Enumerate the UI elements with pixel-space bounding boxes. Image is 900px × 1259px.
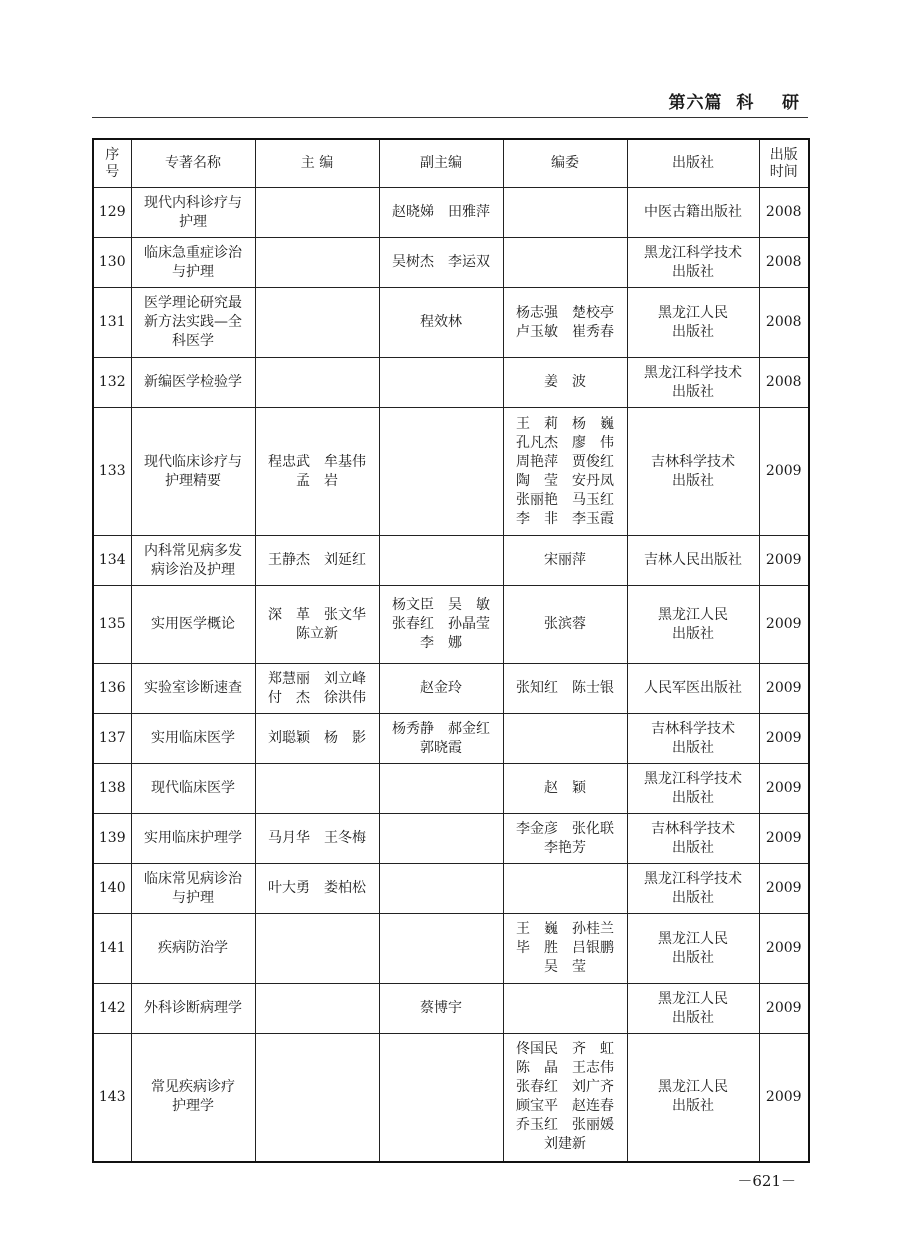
cell-editorial-board: [503, 358, 627, 408]
cell-editorial-board: [503, 586, 627, 664]
cell-deputy-editor: [379, 714, 503, 764]
cell-line: 张滨蓉: [544, 616, 586, 632]
cell-line: 卢玉敏 崔秀春: [516, 323, 614, 340]
cell-line: 病诊治及护理: [151, 561, 235, 578]
cell-deputy-editor: [379, 764, 503, 814]
cell-chief-editor: [255, 814, 379, 864]
cell-line: 黑龙江人民: [658, 1079, 728, 1096]
col-header-editorial-board: 编委: [503, 139, 627, 188]
cell-num: 140: [93, 864, 131, 914]
cell-chief-editor: [255, 238, 379, 288]
cell-year: 2008: [759, 358, 809, 408]
cell-line: 张春红 刘广齐: [516, 1079, 614, 1096]
cell-line: 杨秀静 郝金红: [392, 720, 490, 737]
cell-line: 临床急重症诊治: [144, 244, 242, 261]
cell-line: 赵 颖: [544, 780, 586, 796]
table-row: [93, 664, 809, 714]
cell-chief-editor: [255, 864, 379, 914]
cell-publisher: [627, 764, 759, 814]
cell-line: 黑龙江人民: [658, 990, 728, 1007]
cell-publisher: [627, 358, 759, 408]
table-row: [93, 764, 809, 814]
cell-line: 吴树杰 李运双: [392, 254, 490, 270]
cell-line: 黑龙江人民: [658, 930, 728, 947]
cell-num: 131: [93, 288, 131, 358]
cell-num: 138: [93, 764, 131, 814]
cell-year: 2009: [759, 864, 809, 914]
table-row: [93, 408, 809, 536]
cell-year: 2009: [759, 408, 809, 536]
table-row: [93, 536, 809, 586]
cell-line: 付 杰 徐洪伟: [268, 689, 366, 706]
cell-line: 现代临床诊疗与: [144, 453, 242, 470]
cell-line: 医学理论研究最: [144, 295, 242, 311]
table-row: [93, 358, 809, 408]
cell-chief-editor: [255, 188, 379, 238]
cell-chief-editor: [255, 408, 379, 536]
cell-line: 黑龙江科学技术: [644, 770, 742, 787]
cell-line: 出版社: [672, 949, 714, 966]
cell-chief-editor: [255, 764, 379, 814]
table-row: [93, 814, 809, 864]
cell-num: 135: [93, 586, 131, 664]
cell-year: 2009: [759, 714, 809, 764]
cell-line: 赵金玲: [420, 680, 462, 696]
section-title: 第六篇 科 研: [668, 93, 800, 113]
cell-line: 王 莉 杨 巍: [516, 415, 614, 432]
cell-num: 142: [93, 984, 131, 1034]
cell-line: 顾宝平 赵连春: [516, 1098, 614, 1115]
cell-editorial-board: [503, 814, 627, 864]
cell-deputy-editor: [379, 288, 503, 358]
cell-line: 张知红 陈士银: [516, 680, 614, 696]
cell-num: 139: [93, 814, 131, 864]
cell-num: 129: [93, 188, 131, 238]
cell-num: 133: [93, 408, 131, 536]
cell-year: 2008: [759, 238, 809, 288]
cell-line: 程效林: [420, 314, 462, 330]
cell-deputy-editor: [379, 984, 503, 1034]
cell-line: 孔凡杰 廖 伟: [516, 434, 614, 451]
cell-num: 136: [93, 664, 131, 714]
cell-title: [131, 764, 255, 814]
cell-chief-editor: [255, 536, 379, 586]
table-header-row: [93, 139, 809, 188]
cell-editorial-board: [503, 1034, 627, 1162]
cell-line: 吉林科学技术: [651, 453, 735, 470]
cell-publisher: [627, 408, 759, 536]
monograph-table: [92, 138, 810, 1163]
col-header-num: 序 号: [93, 139, 131, 188]
cell-line: 刘聪颖 杨 影: [268, 730, 366, 746]
cell-line: 吴 莹: [544, 959, 586, 975]
cell-title: [131, 1034, 255, 1162]
cell-title: [131, 814, 255, 864]
table-row: [93, 288, 809, 358]
cell-line: 王 巍 孙桂兰: [516, 921, 614, 937]
table-row: [93, 238, 809, 288]
cell-line: 出版社: [672, 889, 714, 906]
cell-line: 出版社: [672, 1098, 714, 1115]
col-header-deputy-editor: 副主编: [379, 139, 503, 188]
cell-publisher: [627, 188, 759, 238]
cell-editorial-board: [503, 408, 627, 536]
cell-line: 护理精要: [165, 472, 221, 489]
cell-line: 郑慧丽 刘立峰: [268, 670, 366, 687]
table-row: [93, 864, 809, 914]
cell-publisher: [627, 984, 759, 1034]
cell-num: 137: [93, 714, 131, 764]
cell-line: 姜 波: [544, 374, 586, 390]
cell-line: 现代内科诊疗与: [144, 194, 242, 211]
cell-line: 王静杰 刘延红: [268, 552, 366, 568]
cell-line: 黑龙江人民: [658, 304, 728, 321]
cell-num: 130: [93, 238, 131, 288]
cell-deputy-editor: [379, 408, 503, 536]
cell-title: [131, 864, 255, 914]
cell-line: 蔡博宇: [420, 1000, 462, 1016]
cell-title: [131, 288, 255, 358]
cell-line: 实用临床医学: [151, 730, 235, 746]
cell-chief-editor: [255, 586, 379, 664]
cell-chief-editor: [255, 984, 379, 1034]
col-header-publisher: 出版社: [627, 139, 759, 188]
cell-line: 护理: [179, 213, 207, 230]
cell-chief-editor: [255, 664, 379, 714]
cell-title: [131, 238, 255, 288]
cell-line: 新方法实践—全: [144, 314, 242, 330]
cell-line: 内科常见病多发: [144, 542, 242, 559]
cell-deputy-editor: [379, 914, 503, 984]
cell-editorial-board: [503, 536, 627, 586]
cell-line: 常见疾病诊疗: [151, 1079, 235, 1096]
cell-line: 出版社: [672, 383, 714, 400]
cell-title: [131, 408, 255, 536]
cell-title: [131, 664, 255, 714]
cell-publisher: [627, 238, 759, 288]
cell-editorial-board: [503, 288, 627, 358]
cell-line: 疾病防治学: [158, 940, 228, 956]
cell-editorial-board: [503, 714, 627, 764]
cell-line: 中医古籍出版社: [644, 204, 742, 220]
cell-line: 出版社: [672, 789, 714, 806]
cell-line: 出版社: [672, 323, 714, 340]
cell-title: [131, 586, 255, 664]
cell-num: 141: [93, 914, 131, 984]
cell-line: 实用医学概论: [151, 616, 235, 632]
cell-line: 孟 岩: [296, 472, 338, 489]
cell-title: [131, 914, 255, 984]
cell-line: 佟国民 齐 虹: [516, 1041, 614, 1058]
cell-line: 叶大勇 娄柏松: [268, 880, 366, 896]
cell-editorial-board: [503, 914, 627, 984]
cell-chief-editor: [255, 358, 379, 408]
cell-num: 134: [93, 536, 131, 586]
cell-line: 陈 晶 王志伟: [516, 1060, 614, 1077]
cell-deputy-editor: [379, 536, 503, 586]
cell-line: 李艳芳: [544, 839, 586, 856]
cell-title: [131, 536, 255, 586]
cell-year: 2009: [759, 536, 809, 586]
cell-year: 2009: [759, 814, 809, 864]
cell-line: 陈立新: [296, 625, 338, 642]
cell-year: 2008: [759, 188, 809, 238]
cell-line: 出版社: [672, 739, 714, 756]
cell-line: 杨志强 楚校亭: [516, 304, 614, 321]
table-row: [93, 984, 809, 1034]
cell-line: 人民军医出版社: [644, 680, 742, 696]
cell-line: 外科诊断病理学: [144, 1000, 242, 1016]
cell-line: 护理学: [172, 1098, 214, 1115]
cell-year: 2008: [759, 288, 809, 358]
cell-chief-editor: [255, 914, 379, 984]
cell-line: 新编医学检验学: [144, 374, 242, 390]
cell-line: 乔玉红 张丽媛: [516, 1117, 614, 1134]
cell-publisher: [627, 536, 759, 586]
cell-line: 陶 莹 安丹凤: [516, 472, 614, 489]
cell-publisher: [627, 714, 759, 764]
cell-line: 与护理: [172, 889, 214, 906]
cell-year: 2009: [759, 914, 809, 984]
cell-line: 与护理: [172, 263, 214, 280]
cell-deputy-editor: [379, 1034, 503, 1162]
header-rule: [92, 117, 808, 118]
cell-line: 出版社: [672, 625, 714, 642]
cell-year: 2009: [759, 664, 809, 714]
cell-line: 毕 胜 吕银鹏: [516, 940, 614, 956]
cell-chief-editor: [255, 714, 379, 764]
cell-year: 2009: [759, 586, 809, 664]
cell-line: 程忠武 牟基伟: [268, 453, 366, 470]
cell-line: 李 非 李玉霞: [516, 510, 614, 527]
cell-line: 出版社: [672, 472, 714, 489]
cell-line: 黑龙江人民: [658, 606, 728, 623]
cell-deputy-editor: [379, 864, 503, 914]
cell-line: 黑龙江科学技术: [644, 244, 742, 261]
col-header-year: 出版 时间: [759, 139, 809, 188]
col-header-chief-editor: 主 编: [255, 139, 379, 188]
cell-line: 吉林人民出版社: [644, 552, 742, 568]
cell-editorial-board: [503, 764, 627, 814]
cell-publisher: [627, 914, 759, 984]
cell-line: 实用临床护理学: [144, 830, 242, 846]
page-number: －621－: [737, 1172, 796, 1190]
cell-chief-editor: [255, 1034, 379, 1162]
cell-line: 马月华 王冬梅: [268, 830, 366, 846]
cell-line: 出版社: [672, 839, 714, 856]
table-row: [93, 714, 809, 764]
cell-line: 郭晓霞: [420, 739, 462, 756]
cell-deputy-editor: [379, 814, 503, 864]
cell-publisher: [627, 586, 759, 664]
cell-year: 2009: [759, 984, 809, 1034]
cell-line: 出版社: [672, 1009, 714, 1026]
cell-year: 2009: [759, 764, 809, 814]
cell-line: 刘建新: [544, 1136, 586, 1153]
cell-deputy-editor: [379, 586, 503, 664]
cell-deputy-editor: [379, 238, 503, 288]
cell-line: 现代临床医学: [151, 780, 235, 796]
cell-deputy-editor: [379, 358, 503, 408]
cell-num: 143: [93, 1034, 131, 1162]
cell-editorial-board: [503, 238, 627, 288]
cell-publisher: [627, 288, 759, 358]
cell-line: 吉林科学技术: [651, 820, 735, 837]
cell-chief-editor: [255, 288, 379, 358]
cell-line: 周艳萍 贾俊红: [516, 453, 614, 470]
cell-line: 吉林科学技术: [651, 720, 735, 737]
cell-editorial-board: [503, 188, 627, 238]
cell-year: 2009: [759, 1034, 809, 1162]
cell-num: 132: [93, 358, 131, 408]
table-row: [93, 914, 809, 984]
cell-line: 实验室诊断速查: [144, 680, 242, 696]
cell-line: 张春红 孙晶莹: [392, 616, 490, 632]
cell-editorial-board: [503, 864, 627, 914]
table-row: [93, 586, 809, 664]
cell-editorial-board: [503, 984, 627, 1034]
cell-deputy-editor: [379, 188, 503, 238]
table-row: [93, 1034, 809, 1162]
cell-publisher: [627, 1034, 759, 1162]
cell-editorial-board: [503, 664, 627, 714]
cell-line: 张丽艳 马玉红: [516, 491, 614, 508]
cell-title: [131, 358, 255, 408]
cell-line: 黑龙江科学技术: [644, 870, 742, 887]
cell-line: 科医学: [172, 333, 214, 349]
cell-publisher: [627, 864, 759, 914]
cell-title: [131, 984, 255, 1034]
cell-line: 宋丽萍: [544, 552, 586, 568]
cell-title: [131, 188, 255, 238]
cell-line: 出版社: [672, 263, 714, 280]
cell-deputy-editor: [379, 664, 503, 714]
cell-line: 赵晓娣 田雅萍: [392, 204, 490, 220]
col-header-title: 专著名称: [131, 139, 255, 188]
cell-line: 杨文臣 吴 敏: [392, 597, 490, 613]
cell-title: [131, 714, 255, 764]
cell-line: 黑龙江科学技术: [644, 364, 742, 381]
cell-line: 李金彦 张化联: [516, 820, 614, 837]
table-row: [93, 188, 809, 238]
cell-publisher: [627, 664, 759, 714]
cell-line: 深 革 张文华: [268, 606, 366, 623]
cell-line: 李 娜: [420, 635, 462, 651]
cell-publisher: [627, 814, 759, 864]
cell-line: 临床常见病诊治: [144, 870, 242, 887]
